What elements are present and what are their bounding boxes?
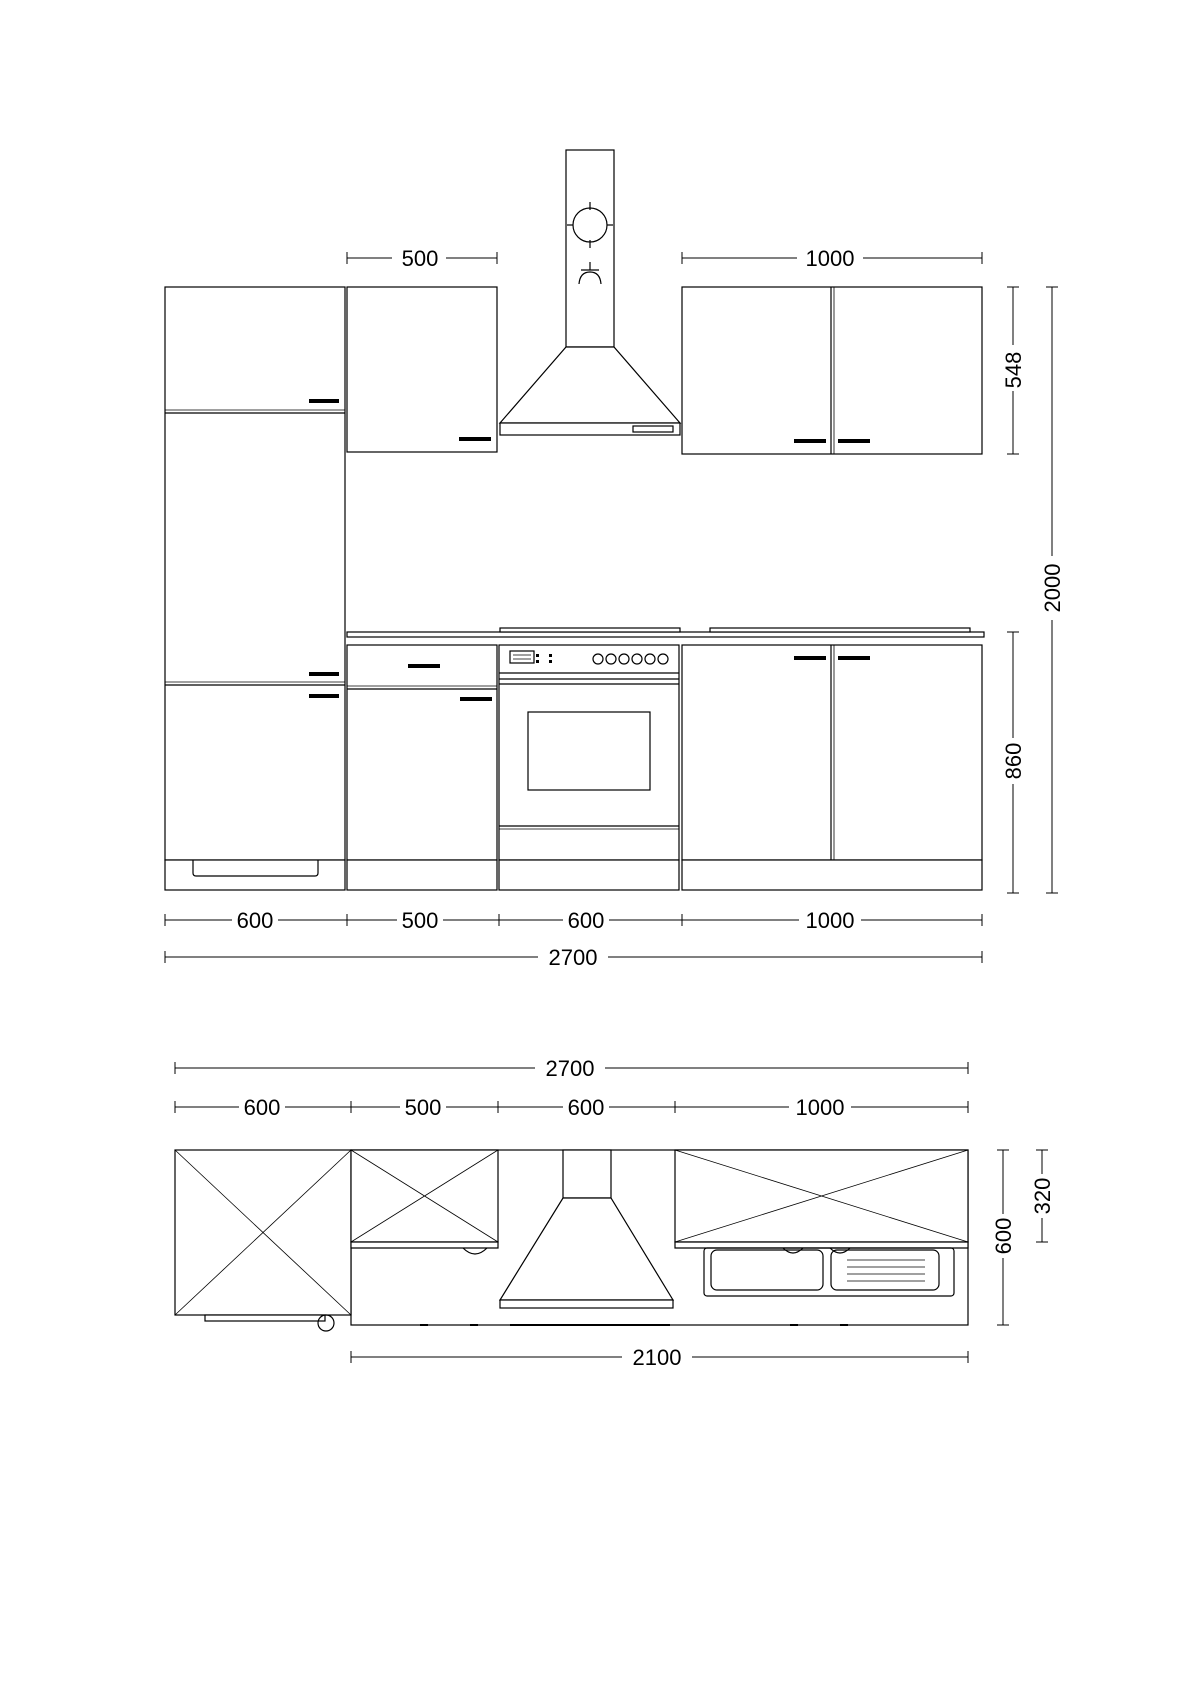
handle-icon <box>408 664 440 668</box>
dimension-label: 500 <box>404 1095 442 1120</box>
dimension-label: 600 <box>567 908 605 933</box>
dimension-label: 2700 <box>548 945 598 970</box>
top-dimension-worktop <box>351 1345 968 1370</box>
dimension-label: 1000 <box>805 246 855 271</box>
dimension-label: 2000 <box>1040 563 1065 613</box>
dimension-label: 600 <box>243 1095 281 1120</box>
top-dimension-depth <box>990 1150 1016 1325</box>
wall-cabinet-500 <box>347 287 497 452</box>
dimension-label: 500 <box>401 908 439 933</box>
dimension-total-height <box>1039 287 1065 893</box>
dimension-wall-500 <box>347 246 497 271</box>
handle-icon <box>794 656 826 660</box>
dimension-base-height <box>1000 632 1026 893</box>
hinge-icon <box>318 1315 334 1331</box>
handle-icon <box>838 439 870 443</box>
sink-edge <box>710 628 970 632</box>
base-cabinet-1000 <box>682 645 982 890</box>
handle-icon <box>838 656 870 660</box>
dimension-label: 548 <box>1001 351 1026 389</box>
range-hood <box>500 150 680 435</box>
dimension-label: 600 <box>236 908 274 933</box>
wall-cabinet-500-plan <box>351 1150 498 1254</box>
handle-icon <box>794 439 826 443</box>
dimension-total-width <box>165 945 982 970</box>
top-dimension-total-width <box>175 1056 968 1081</box>
dimension-label: 600 <box>567 1095 605 1120</box>
handle-icon <box>460 697 492 701</box>
top-view <box>175 1056 1055 1370</box>
dimension-label: 600 <box>991 1217 1016 1255</box>
handle-icon <box>309 672 339 676</box>
top-dimension-wall-depth <box>1029 1150 1055 1242</box>
tall-cabinet-plan <box>175 1150 351 1331</box>
tall-cabinet <box>165 287 345 890</box>
dimension-label: 860 <box>1001 742 1026 780</box>
dimension-label: 2700 <box>545 1056 595 1081</box>
dimension-wall-height <box>1000 287 1026 454</box>
dimension-label: 2100 <box>632 1345 682 1370</box>
handle-icon <box>459 437 491 441</box>
dimension-label: 500 <box>401 246 439 271</box>
cooktop <box>500 628 680 632</box>
front-view <box>165 150 1065 970</box>
base-cabinet-500 <box>347 645 497 890</box>
dimension-cabinet-widths <box>165 908 982 933</box>
dimension-wall-1000 <box>682 246 982 271</box>
dimension-label: 320 <box>1030 1177 1055 1215</box>
worktop <box>347 628 984 637</box>
handle-icon <box>309 694 339 698</box>
dimension-label: 1000 <box>805 908 855 933</box>
oven <box>499 645 679 890</box>
wall-cabinet-1000 <box>682 287 982 454</box>
wall-cabinet-1000-plan <box>675 1150 968 1248</box>
handle-icon <box>309 399 339 403</box>
top-dimension-cabinet-widths <box>175 1095 968 1120</box>
dimension-label: 1000 <box>795 1095 845 1120</box>
